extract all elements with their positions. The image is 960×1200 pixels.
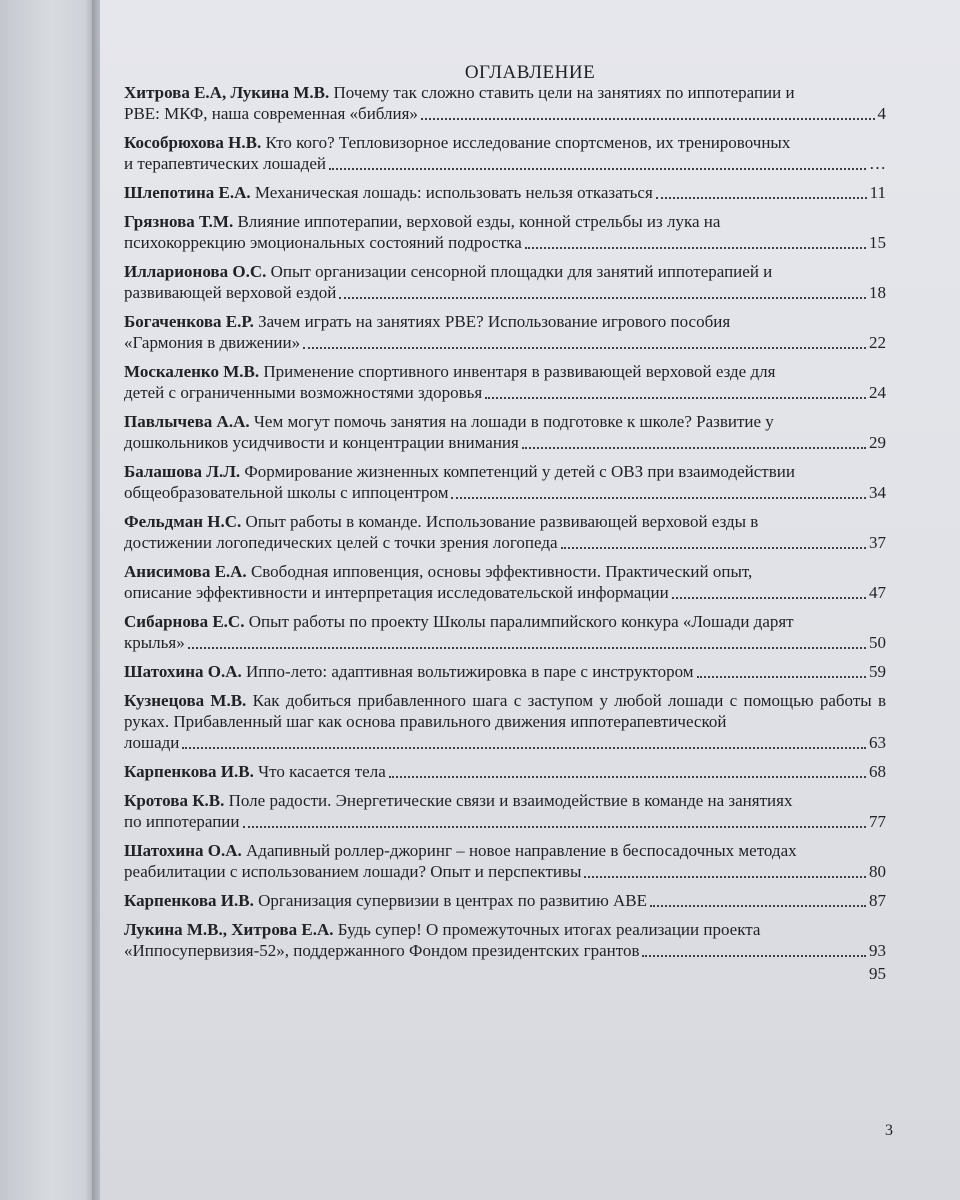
toc-entry-author: Илларионова О.С. xyxy=(124,262,267,281)
toc-entry-title-end: РВЕ: МКФ, наша современная «библия» xyxy=(124,104,418,123)
toc-entry-text xyxy=(124,511,886,532)
toc-entry xyxy=(124,182,886,203)
toc-entry-page: 68 xyxy=(869,762,886,781)
toc-entry-lastline xyxy=(124,382,886,403)
toc-entry-page: 47 xyxy=(869,583,886,602)
toc-entry xyxy=(124,361,886,403)
toc-entry xyxy=(124,790,886,832)
toc-entry-title-end: Механическая лошадь: использовать нельзя отказаться xyxy=(254,183,653,202)
toc-entry xyxy=(124,132,886,174)
toc-leader-dots xyxy=(584,861,866,878)
toc-entry-text xyxy=(124,461,886,482)
toc-entry-title-end: «Иппосупервизия-52», поддержанного Фондом президентских грантов xyxy=(124,941,640,960)
toc-entry-author: Карпенкова И.В. xyxy=(124,762,254,781)
toc-entry-page: 11 xyxy=(869,183,886,202)
toc-leader-dots xyxy=(697,661,866,678)
toc-entry-page: 50 xyxy=(869,633,886,652)
toc-entry-page: 4 xyxy=(877,104,886,123)
toc-entry-title-end: психокоррекцию эмоциональных состояний подростка xyxy=(124,233,522,252)
toc-entry-page: 24 xyxy=(869,383,886,402)
toc-entry-text xyxy=(124,840,886,861)
toc-entry-title-end: дошкольников усидчивости и концентрации внимания xyxy=(124,433,519,452)
toc-entry-author: Павлычева А.А. xyxy=(124,412,250,431)
toc-entry-author: Богаченкова Е.Р. xyxy=(124,312,254,331)
toc-entry-page: 77 xyxy=(869,812,886,831)
toc-entry-title: Опыт работы в команде. Использование развивающей верховой езды в xyxy=(245,512,759,531)
toc-entry-page: 18 xyxy=(869,283,886,302)
toc-entry-title: Как добиться прибавленного шага с заступом у любой лошади с помощью работы в руках. Прибавленный шаг как основа правильного движения иппотерапевтической xyxy=(124,691,886,731)
toc-entry xyxy=(124,461,886,503)
toc-entry xyxy=(124,840,886,882)
toc-entry-lastline xyxy=(124,182,886,203)
toc-entry-title-end: Организация супервизии в центрах по развитию АВЕ xyxy=(258,891,648,910)
toc-entry-author: Шлепотина Е.А. xyxy=(124,183,251,202)
toc-entry-author: Грязнова Т.М. xyxy=(124,212,234,231)
toc-entry-lastline xyxy=(124,582,886,603)
toc-entry-text xyxy=(124,611,886,632)
toc-entry-author: Анисимова Е.А. xyxy=(124,562,247,581)
toc-entry-title-end: развивающей верховой ездой xyxy=(124,283,337,302)
toc-entry-title: Применение спортивного инвентаря в развивающей верховой езде для xyxy=(263,362,776,381)
toc-entry-lastline xyxy=(124,890,886,911)
toc-leader-dots xyxy=(339,282,866,299)
toc-entry-title-end: общеобразовательной школы с иппоцентром xyxy=(124,483,449,502)
toc-entry-author: Кособрюхова Н.В. xyxy=(124,133,262,152)
toc-entry-title-end: Что касается тела xyxy=(258,762,386,781)
toc-entry-lastline xyxy=(124,232,886,253)
toc-entry-page: 93 xyxy=(869,941,886,960)
toc-entry-title-end: описание эффективности и интерпретация исследовательской информации xyxy=(124,583,669,602)
toc-entry-title: Опыт организации сенсорной площадки для занятий иппотерапией и xyxy=(270,262,773,281)
toc-entry-text xyxy=(124,790,886,811)
toc-entry-author: Кротова К.В. xyxy=(124,791,225,810)
toc-entry-text xyxy=(124,411,886,432)
toc-entry xyxy=(124,919,886,961)
toc-entry-page: … xyxy=(869,154,886,173)
toc-entry-lastline xyxy=(124,861,886,882)
toc-entry-text xyxy=(124,690,886,732)
toc-entry-page: 63 xyxy=(869,733,886,752)
toc-entry-lastline xyxy=(124,732,886,753)
toc-leader-dots xyxy=(188,632,866,649)
toc-entry xyxy=(124,261,886,303)
toc-entry-title: Чем могут помочь занятия на лошади в подготовке к школе? Развитие у xyxy=(253,412,774,431)
toc-entry-text xyxy=(124,82,886,103)
toc-entry-lastline xyxy=(124,811,886,832)
toc-trailing-page: 95 xyxy=(869,964,886,983)
toc-entry xyxy=(124,311,886,353)
toc-entry-author: Балашова Л.Л. xyxy=(124,462,241,481)
toc-entry-title: Зачем играть на занятиях РВЕ? Использование игрового пособия xyxy=(258,312,731,331)
toc-entry xyxy=(124,82,886,124)
toc-leader-dots xyxy=(182,732,866,749)
toc-entry-text xyxy=(124,919,886,940)
toc-entry-text xyxy=(124,132,886,153)
toc-list xyxy=(124,82,886,992)
toc-entry-title: Формирование жизненных компетенций у детей с ОВЗ при взаимодействии xyxy=(244,462,795,481)
toc-entry-title: Почему так сложно ставить цели на занятиях по иппотерапии и xyxy=(333,83,795,102)
toc-leader-dots xyxy=(650,890,866,907)
toc-entry-text xyxy=(124,561,886,582)
toc-entry-lastline xyxy=(124,661,886,682)
page-number: 3 xyxy=(885,1122,893,1139)
toc-entry-author: Шатохина О.А. xyxy=(124,841,242,860)
toc-entry-title-end: детей с ограниченными возможностями здоровья xyxy=(124,383,483,402)
toc-entry-author: Хитрова Е.А, Лукина М.В. xyxy=(124,83,330,102)
toc-entry-lastline xyxy=(124,940,886,961)
toc-leader-dots xyxy=(303,332,866,349)
toc-entry-text xyxy=(124,311,886,332)
toc-entry-author: Сибарнова Е.С. xyxy=(124,612,245,631)
toc-leader-dots xyxy=(656,182,867,199)
left-page-edge xyxy=(0,0,96,1200)
toc-entry-lastline xyxy=(124,103,886,124)
toc-entry-lastline xyxy=(124,282,886,303)
toc-entry xyxy=(124,611,886,653)
toc-entry-text xyxy=(124,361,886,382)
toc-entry-page: 37 xyxy=(869,533,886,552)
toc-entry-author: Москаленко М.В. xyxy=(124,362,260,381)
toc-entry-author: Фельдман Н.С. xyxy=(124,512,242,531)
toc-entry-title: Поле радости. Энергетические связи и взаимодействие в команде на занятиях xyxy=(228,791,793,810)
toc-entry-title-end: реабилитации с использованием лошади? Опыт и перспективы xyxy=(124,862,582,881)
toc-entry-title: Адапивный роллер-джоринг – новое направление в беспосадочных методах xyxy=(246,841,797,860)
toc-entry-page: 59 xyxy=(869,662,886,681)
toc-entry xyxy=(124,211,886,253)
toc-entry xyxy=(124,890,886,911)
toc-entry-page: 80 xyxy=(869,862,886,881)
toc-entry-lastline xyxy=(124,632,886,653)
toc-entry-title-end: достижении логопедических целей с точки зрения логопеда xyxy=(124,533,558,552)
toc-leader-dots xyxy=(522,432,866,449)
toc-entry xyxy=(124,511,886,553)
toc-entry-text xyxy=(124,261,886,282)
toc-leader-dots xyxy=(421,103,875,120)
right-page xyxy=(100,0,960,1200)
toc-entry xyxy=(124,661,886,682)
toc-leader-dots xyxy=(243,811,866,828)
toc-title: ОГЛАВЛЕНИЕ xyxy=(464,62,596,83)
toc-leader-dots xyxy=(561,532,866,549)
toc-leader-dots xyxy=(642,940,866,957)
toc-entry-page: 29 xyxy=(869,433,886,452)
toc-entry-title: Будь супер! О промежуточных итогах реализации проекта xyxy=(337,920,761,939)
toc-entry-title-end: «Гармония в движении» xyxy=(124,333,301,352)
toc-entry-title-end: Иппо-лето: адаптивная вольтижировка в паре с инструктором xyxy=(246,662,694,681)
toc-entry-page: 15 xyxy=(869,233,886,252)
toc-entry-lastline xyxy=(124,761,886,782)
toc-leader-dots xyxy=(485,382,866,399)
toc-entry-title-end: лошади xyxy=(124,733,180,752)
toc-entry xyxy=(124,411,886,453)
toc-entry-title-end: крылья» xyxy=(124,633,185,652)
toc-entry-page: 34 xyxy=(869,483,886,502)
toc-entry-author: Лукина М.В., Хитрова Е.А. xyxy=(124,920,334,939)
toc-entry-title: Опыт работы по проекту Школы паралимпийского конкура «Лошади дарят xyxy=(248,612,794,631)
toc-leader-dots xyxy=(672,582,866,599)
toc-entry-lastline xyxy=(124,532,886,553)
toc-entry-title: Свободная ипповенция, основы эффективности. Практический опыт, xyxy=(250,562,753,581)
toc-entry-title: Кто кого? Тепловизорное исследование спортсменов, их тренировочных xyxy=(265,133,791,152)
toc-leader-dots xyxy=(329,153,866,170)
toc-entry-page: 22 xyxy=(869,333,886,352)
toc-entry-lastline xyxy=(124,153,886,174)
toc-entry-lastline xyxy=(124,332,886,353)
toc-entry-lastline xyxy=(124,432,886,453)
toc-entry-text xyxy=(124,211,886,232)
toc-entry-title: Влияние иппотерапии, верховой езды, конной стрельбы из лука на xyxy=(237,212,721,231)
toc-entry-title-end: и терапевтических лошадей xyxy=(124,154,326,173)
toc-entry-author: Карпенкова И.В. xyxy=(124,891,254,910)
toc-entry-author: Кузнецова М.В. xyxy=(124,691,247,710)
toc-entry xyxy=(124,761,886,782)
toc-entry-author: Шатохина О.А. xyxy=(124,662,242,681)
toc-entry-lastline xyxy=(124,482,886,503)
toc-leader-dots xyxy=(451,482,866,499)
toc-entry-page: 87 xyxy=(869,891,886,910)
toc-leader-dots xyxy=(525,232,866,249)
toc-leader-dots xyxy=(389,761,866,778)
toc-entry-title-end: по иппотерапии xyxy=(124,812,240,831)
toc-entry xyxy=(124,561,886,603)
toc-entry xyxy=(124,690,886,753)
